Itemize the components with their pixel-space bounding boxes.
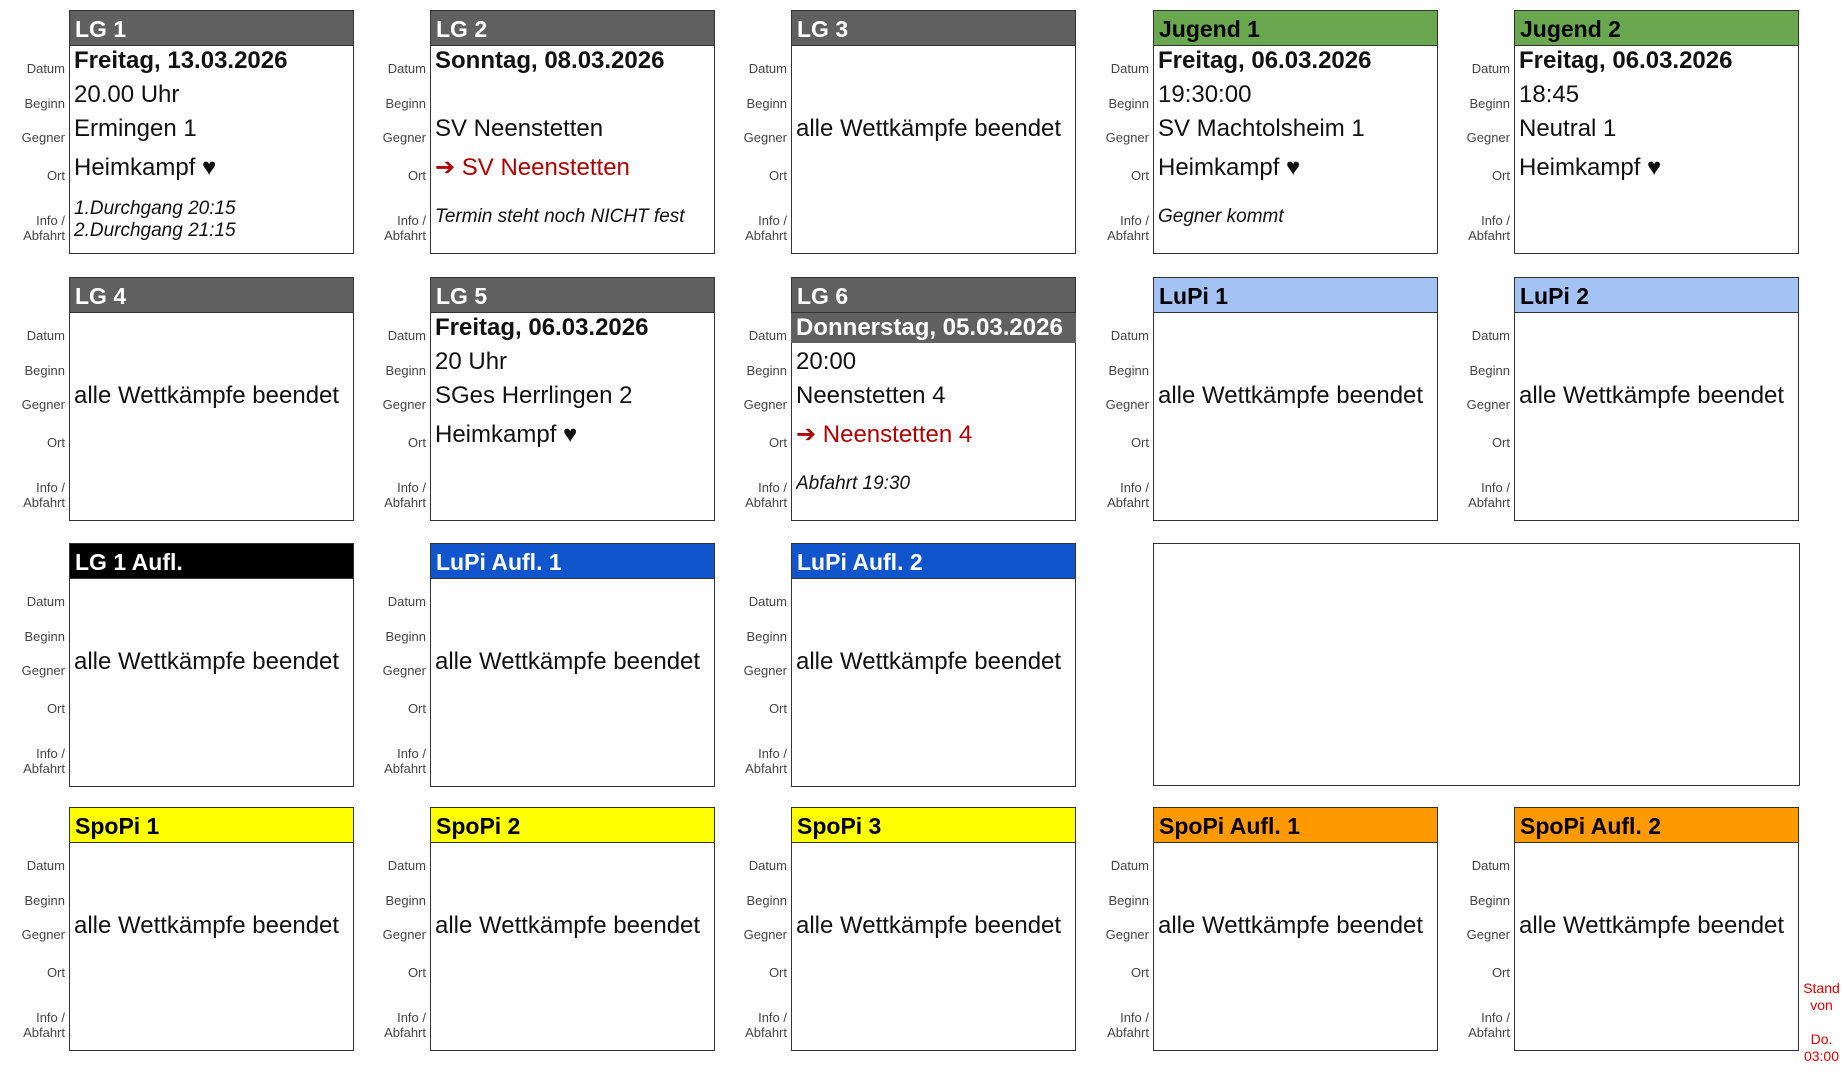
label-datum: Datum xyxy=(26,61,65,76)
label-datum: Datum xyxy=(1471,858,1510,873)
label-datum: Datum xyxy=(748,594,787,609)
label-info: Info / Abfahrt xyxy=(384,746,426,776)
value-datum: Freitag, 13.03.2026 xyxy=(74,47,288,74)
value-beginn: 18:45 xyxy=(1519,81,1580,108)
value-gegner: Neenstetten 4 xyxy=(796,382,946,409)
label-datum: Datum xyxy=(1471,61,1510,76)
value-datum: Sonntag, 08.03.2026 xyxy=(435,47,665,74)
empty-panel xyxy=(1153,543,1800,786)
label-datum: Datum xyxy=(26,858,65,873)
label-gegner: Gegner xyxy=(743,397,787,412)
value-datum: Freitag, 06.03.2026 xyxy=(435,314,649,341)
value-gegner: alle Wettkämpfe beendet xyxy=(1519,382,1785,409)
label-beginn: Beginn xyxy=(746,893,787,908)
label-datum: Datum xyxy=(387,328,426,343)
label-ort: Ort xyxy=(768,701,787,716)
label-gegner: Gegner xyxy=(382,397,426,412)
value-ort: ➔ SV Neenstetten xyxy=(435,154,630,181)
team-card xyxy=(1466,277,1799,521)
team-card xyxy=(743,10,1076,254)
team-header: SpoPi Aufl. 2 xyxy=(1514,807,1799,843)
value-gegner: alle Wettkämpfe beendet xyxy=(435,912,701,939)
value-info: Abfahrt 19:30 xyxy=(796,473,911,494)
value-info: Gegner kommt xyxy=(1158,206,1284,227)
value-gegner: alle Wettkämpfe beendet xyxy=(1158,382,1424,409)
label-beginn: Beginn xyxy=(24,629,65,644)
label-ort: Ort xyxy=(1130,965,1149,980)
label-datum: Datum xyxy=(748,61,787,76)
label-info: Info / Abfahrt xyxy=(384,213,426,243)
label-beginn: Beginn xyxy=(1108,96,1149,111)
value-gegner: alle Wettkämpfe beendet xyxy=(74,648,340,675)
label-datum: Datum xyxy=(1110,61,1149,76)
label-gegner: Gegner xyxy=(21,663,65,678)
label-beginn: Beginn xyxy=(1108,363,1149,378)
value-gegner: alle Wettkämpfe beendet xyxy=(796,648,1062,675)
team-header: LG 3 xyxy=(791,10,1076,46)
label-gegner: Gegner xyxy=(21,927,65,942)
team-card xyxy=(743,807,1076,1051)
label-info: Info / Abfahrt xyxy=(1107,1010,1149,1040)
team-header: SpoPi 1 xyxy=(69,807,354,843)
team-card xyxy=(743,543,1076,787)
label-ort: Ort xyxy=(46,965,65,980)
label-info: Info / Abfahrt xyxy=(23,480,65,510)
value-datum: Freitag, 06.03.2026 xyxy=(1519,47,1733,74)
value-beginn: 20.00 Uhr xyxy=(74,81,180,108)
value-gegner: alle Wettkämpfe beendet xyxy=(796,115,1062,142)
label-info: Info / Abfahrt xyxy=(23,213,65,243)
team-header: SpoPi 2 xyxy=(430,807,715,843)
label-beginn: Beginn xyxy=(385,363,426,378)
value-gegner: alle Wettkämpfe beendet xyxy=(74,382,340,409)
value-gegner: alle Wettkämpfe beendet xyxy=(1158,912,1424,939)
label-ort: Ort xyxy=(768,435,787,450)
label-gegner: Gegner xyxy=(1105,130,1149,145)
value-gegner: alle Wettkämpfe beendet xyxy=(435,648,701,675)
label-ort: Ort xyxy=(1130,168,1149,183)
team-header: Jugend 1 xyxy=(1153,10,1438,46)
label-datum: Datum xyxy=(748,858,787,873)
label-datum: Datum xyxy=(26,594,65,609)
team-header: LuPi Aufl. 2 xyxy=(791,543,1076,579)
team-header: LG 1 xyxy=(69,10,354,46)
label-ort: Ort xyxy=(1491,168,1510,183)
label-datum: Datum xyxy=(748,328,787,343)
label-ort: Ort xyxy=(46,168,65,183)
label-beginn: Beginn xyxy=(24,363,65,378)
value-ort: Heimkampf ♥ xyxy=(74,154,217,181)
label-gegner: Gegner xyxy=(743,130,787,145)
team-card xyxy=(1466,807,1799,1051)
label-info: Info / Abfahrt xyxy=(745,480,787,510)
label-ort: Ort xyxy=(1491,965,1510,980)
label-datum: Datum xyxy=(1110,328,1149,343)
label-ort: Ort xyxy=(46,435,65,450)
label-gegner: Gegner xyxy=(382,927,426,942)
value-ort: Heimkampf ♥ xyxy=(1519,154,1662,181)
team-header: LuPi 2 xyxy=(1514,277,1799,313)
team-card xyxy=(21,277,354,521)
label-info: Info / Abfahrt xyxy=(745,213,787,243)
label-gegner: Gegner xyxy=(1105,927,1149,942)
team-header: SpoPi Aufl. 1 xyxy=(1153,807,1438,843)
label-gegner: Gegner xyxy=(382,663,426,678)
team-card xyxy=(21,10,354,254)
team-card xyxy=(1105,10,1438,254)
value-ort: ➔ Neenstetten 4 xyxy=(796,421,973,448)
label-ort: Ort xyxy=(407,965,426,980)
label-beginn: Beginn xyxy=(1469,893,1510,908)
label-datum: Datum xyxy=(387,61,426,76)
label-gegner: Gegner xyxy=(1466,130,1510,145)
value-gegner: alle Wettkämpfe beendet xyxy=(796,912,1062,939)
label-gegner: Gegner xyxy=(743,663,787,678)
label-beginn: Beginn xyxy=(1469,96,1510,111)
team-card xyxy=(1105,277,1438,521)
value-datum: Donnerstag, 05.03.2026 xyxy=(791,313,1076,343)
label-gegner: Gegner xyxy=(21,397,65,412)
label-beginn: Beginn xyxy=(385,96,426,111)
label-gegner: Gegner xyxy=(1466,397,1510,412)
team-header: LG 1 Aufl. xyxy=(69,543,354,579)
label-ort: Ort xyxy=(46,701,65,716)
team-header: LG 5 xyxy=(430,277,715,313)
label-datum: Datum xyxy=(26,328,65,343)
label-beginn: Beginn xyxy=(1469,363,1510,378)
team-header: LG 2 xyxy=(430,10,715,46)
team-header: LuPi 1 xyxy=(1153,277,1438,313)
label-info: Info / Abfahrt xyxy=(23,1010,65,1040)
label-datum: Datum xyxy=(1471,328,1510,343)
label-ort: Ort xyxy=(407,435,426,450)
value-gegner: SV Machtolsheim 1 xyxy=(1158,115,1365,142)
team-card xyxy=(382,543,715,787)
value-beginn: 19:30:00 xyxy=(1158,81,1252,108)
label-info: Info / Abfahrt xyxy=(1468,480,1510,510)
label-ort: Ort xyxy=(407,168,426,183)
label-datum: Datum xyxy=(1110,858,1149,873)
value-info: 1.Durchgang 20:15 2.Durchgang 21:15 xyxy=(74,198,236,241)
value-gegner: Neutral 1 xyxy=(1519,115,1617,142)
label-gegner: Gegner xyxy=(21,130,65,145)
label-ort: Ort xyxy=(768,168,787,183)
label-ort: Ort xyxy=(1491,435,1510,450)
label-info: Info / Abfahrt xyxy=(384,480,426,510)
label-info: Info / Abfahrt xyxy=(23,746,65,776)
value-datum: Freitag, 06.03.2026 xyxy=(1158,47,1372,74)
label-gegner: Gegner xyxy=(743,927,787,942)
team-header: SpoPi 3 xyxy=(791,807,1076,843)
value-gegner: Ermingen 1 xyxy=(74,115,197,142)
label-beginn: Beginn xyxy=(24,893,65,908)
label-beginn: Beginn xyxy=(746,363,787,378)
value-gegner: alle Wettkämpfe beendet xyxy=(74,912,340,939)
label-info: Info / Abfahrt xyxy=(384,1010,426,1040)
team-card xyxy=(382,807,715,1051)
value-ort: Heimkampf ♥ xyxy=(435,421,578,448)
label-info: Info / Abfahrt xyxy=(1107,480,1149,510)
team-card xyxy=(743,277,1076,521)
label-ort: Ort xyxy=(407,701,426,716)
value-gegner: SV Neenstetten xyxy=(435,115,604,142)
label-info: Info / Abfahrt xyxy=(1468,213,1510,243)
label-beginn: Beginn xyxy=(385,629,426,644)
label-info: Info / Abfahrt xyxy=(745,1010,787,1040)
label-datum: Datum xyxy=(387,594,426,609)
team-card xyxy=(21,807,354,1051)
value-beginn: 20 Uhr xyxy=(435,348,508,375)
value-ort: Heimkampf ♥ xyxy=(1158,154,1301,181)
team-card xyxy=(1105,807,1438,1051)
label-ort: Ort xyxy=(1130,435,1149,450)
label-gegner: Gegner xyxy=(382,130,426,145)
value-info: Termin steht noch NICHT fest xyxy=(435,206,685,227)
label-datum: Datum xyxy=(387,858,426,873)
label-info: Info / Abfahrt xyxy=(1468,1010,1510,1040)
label-info: Info / Abfahrt xyxy=(1107,213,1149,243)
label-gegner: Gegner xyxy=(1105,397,1149,412)
value-gegner: alle Wettkämpfe beendet xyxy=(1519,912,1785,939)
label-beginn: Beginn xyxy=(746,96,787,111)
stand-note: Stand von Do. 03:00 xyxy=(1803,980,1840,1064)
team-header: LG 6 xyxy=(791,277,1076,313)
label-gegner: Gegner xyxy=(1466,927,1510,942)
label-info: Info / Abfahrt xyxy=(745,746,787,776)
label-ort: Ort xyxy=(768,965,787,980)
label-beginn: Beginn xyxy=(385,893,426,908)
value-gegner: SGes Herrlingen 2 xyxy=(435,382,633,409)
value-beginn: 20:00 xyxy=(796,348,857,375)
team-card xyxy=(382,10,715,254)
label-beginn: Beginn xyxy=(24,96,65,111)
label-beginn: Beginn xyxy=(746,629,787,644)
team-card xyxy=(21,543,354,787)
team-header: LG 4 xyxy=(69,277,354,313)
label-beginn: Beginn xyxy=(1108,893,1149,908)
team-header: Jugend 2 xyxy=(1514,10,1799,46)
team-card xyxy=(1466,10,1799,254)
team-header: LuPi Aufl. 1 xyxy=(430,543,715,579)
team-card xyxy=(382,277,715,521)
